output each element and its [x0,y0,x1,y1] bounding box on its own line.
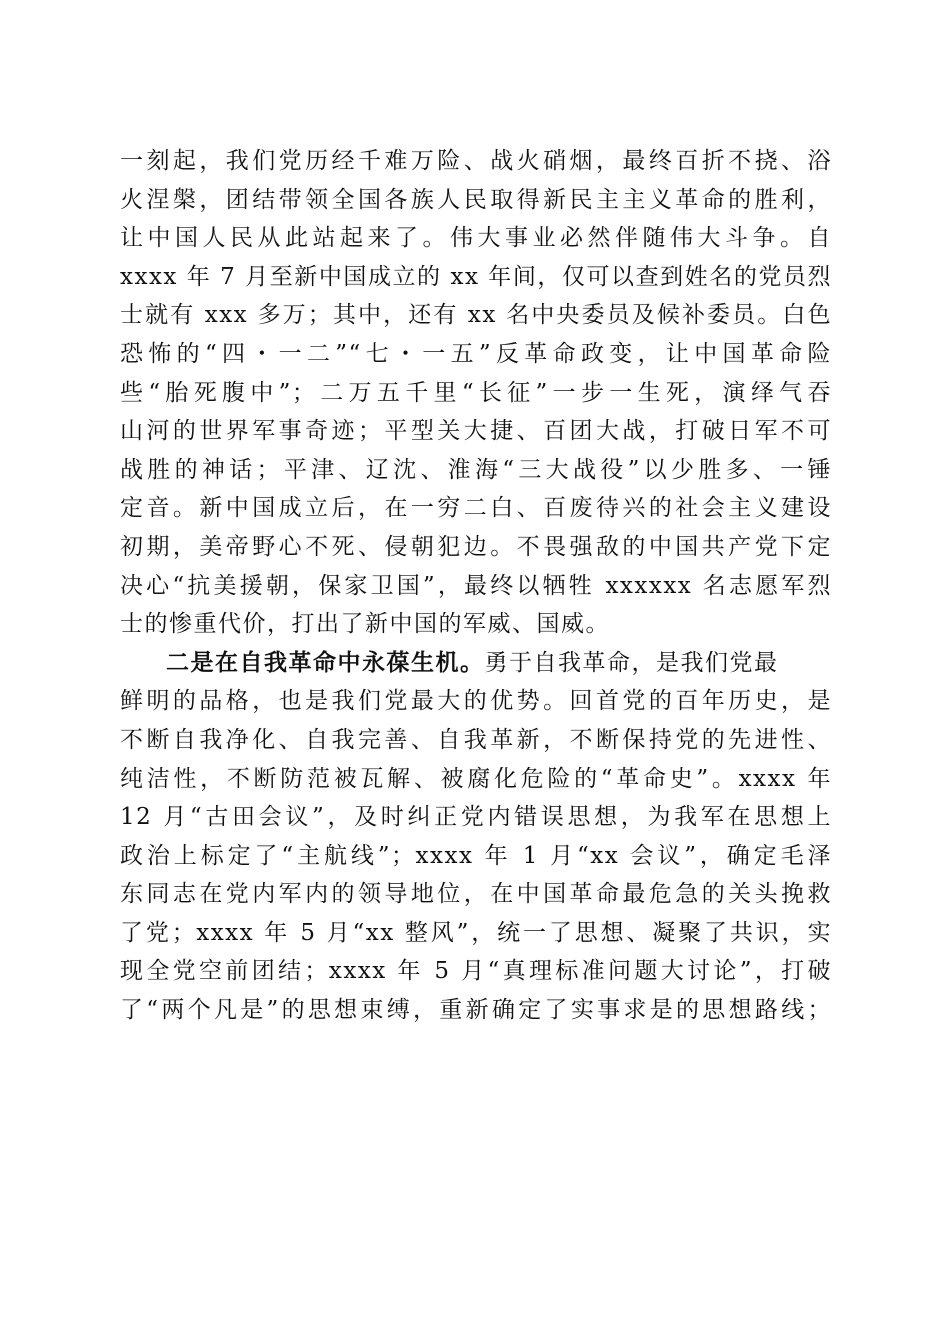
text-line: 初期，美帝野心不死、侵朝犯边。不畏强敌的中国共产党下定 [120,533,832,560]
text-line: 定音。新中国成立后，在一穷二白、百废待兴的社会主义建设 [120,495,832,522]
text-line: 东同志在党内军内的领导地位，在中国革命最危急的关头挽救 [120,881,832,908]
text-line: 了“两个凡是”的思想束缚，重新确定了实事求是的思想路线； [120,997,832,1024]
text-line: 士就有 xxx 多万；其中，还有 xx 名中央委员及候补委员。白色 [120,302,832,329]
paragraph-heading: 二是在自我革命中永葆生机。 [166,648,485,676]
text-line: 了党；xxxx 年 5 月“xx 整风”，统一了思想、凝聚了共识，实 [120,919,832,946]
text-line [120,644,832,683]
text-line: 12 月“古田会议”，及时纠正党内错误思想，为我军在思想上 [120,804,832,831]
text-line: 不断自我净化、自我完善、自我革新，不断保持党的先进性、 [120,726,832,753]
text-line: 鲜明的品格，也是我们党最大的优势。回首党的百年历史，是 [120,688,832,715]
text-line: 一刻起，我们党历经千难万险、战火硝烟，最终百折不挠、浴 [120,148,832,174]
paragraph-1 [120,142,832,644]
text-line: 决心“抗美援朝，保家卫国”，最终以牺牲 xxxxxx 名志愿军烈 [120,572,832,599]
text-line: xxxx 年 7 月至新中国成立的 xx 年间，仅可以查到姓名的党员烈 [120,263,832,290]
text-line: 火涅槃，团结带领全国各族人民取得新民主主义革命的胜利， [120,186,832,213]
text-line: 恐怖的“四・一二”“七・一五”反革命政变，让中国革命险 [120,340,832,367]
paragraph-2 [120,644,832,1030]
text-line: 纯洁性，不断防范被瓦解、被腐化危险的“革命史”。xxxx 年 [120,765,832,792]
text-line: 山河的世界军事奇迹；平型关大捷、百团大战，打破日军不可 [120,418,832,445]
text-line: 让中国人民从此站起来了。伟大事业必然伴随伟大斗争。自 [120,225,832,252]
text-line: 些“胎死腹中”；二万五千里“长征”一步一生死，演绎气吞 [120,379,832,406]
text-line: 现全党空前团结；xxxx 年 5 月“真理标准问题大讨论”，打破 [120,958,832,985]
document-body [120,142,832,1030]
text-span: 勇于自我革命，是我们党最 [484,649,779,676]
text-line: 政治上标定了“主航线”；xxxx 年 1 月“xx 会议”，确定毛泽 [120,842,832,869]
text-line: 战胜的神话；平津、辽沈、淮海“三大战役”以少胜多、一锤 [120,456,832,483]
text-line: 士的惨重代价，打出了新中国的军威、国威。 [120,611,610,638]
